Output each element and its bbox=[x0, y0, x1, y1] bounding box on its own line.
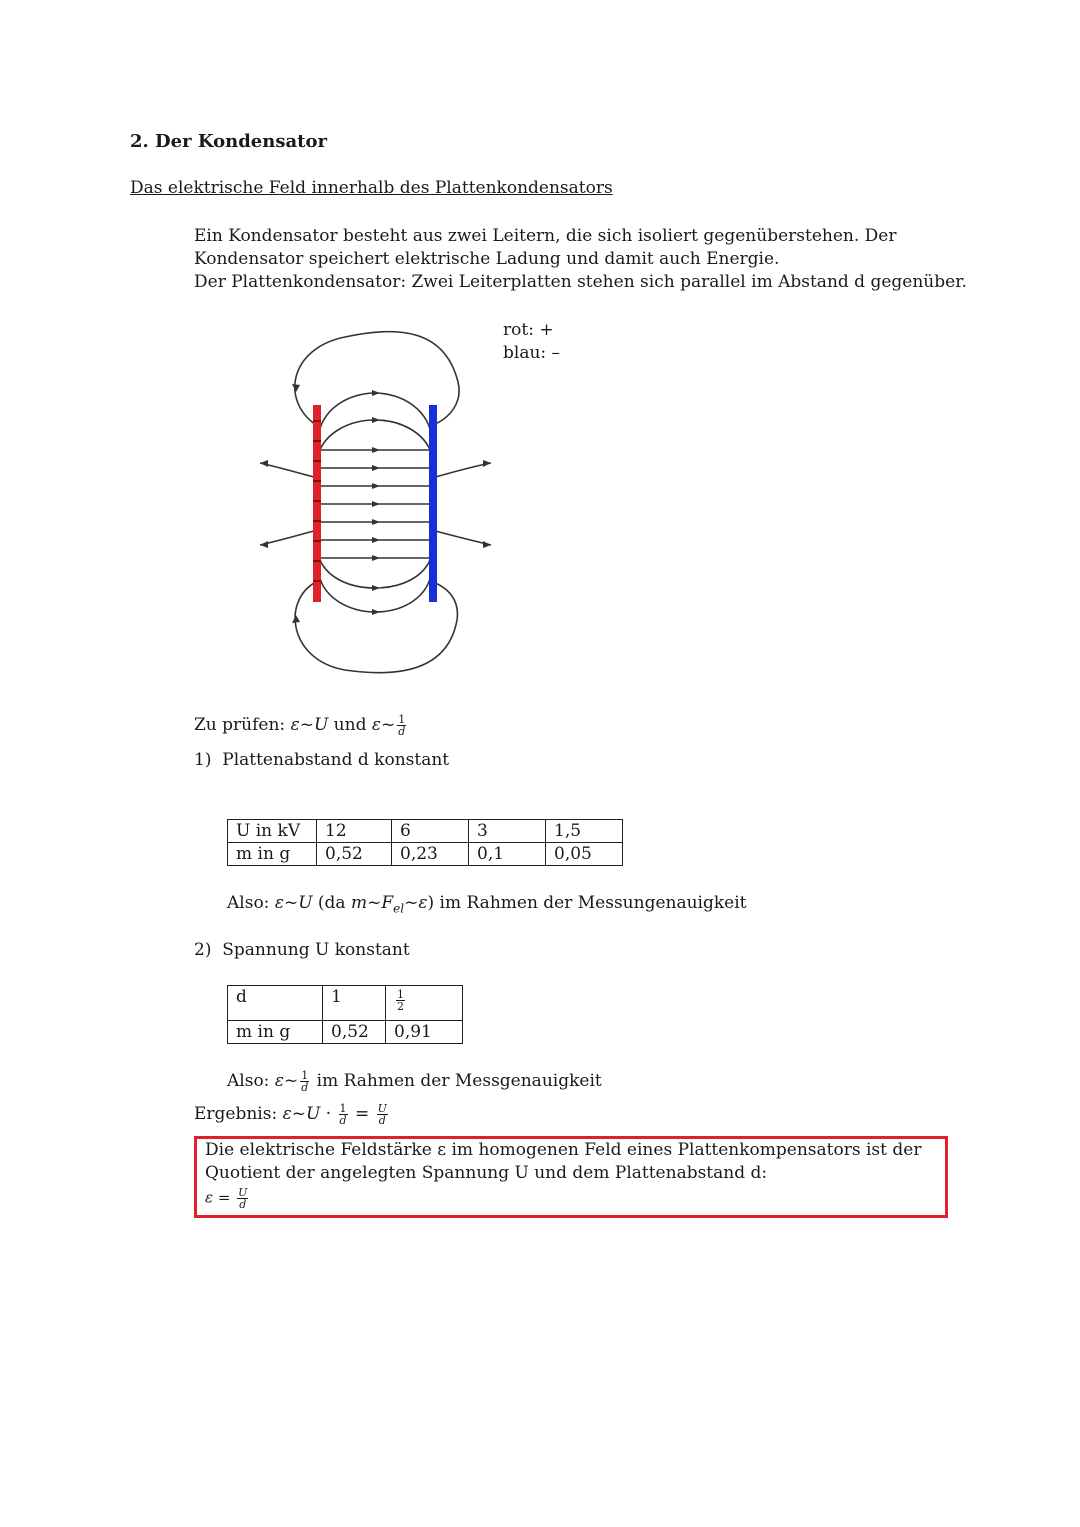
result-box-line-2: Quotient der angelegten Spannung U und dem Plattenabstand d: bbox=[205, 1163, 768, 1183]
positive-plate bbox=[313, 405, 321, 602]
fraction-u-over-d: $\frac{U}{d}$ bbox=[377, 1102, 387, 1127]
measurement-table-1 bbox=[227, 819, 623, 866]
fraction-u-over-d: $\frac{U}{d}$ bbox=[238, 1186, 248, 1211]
table-cell: 0,05 bbox=[546, 843, 623, 866]
field-line-fringe-left-top bbox=[260, 463, 318, 478]
table-cell: 1,5 bbox=[546, 820, 623, 843]
voltage-symbol: U bbox=[305, 1104, 321, 1124]
capacitor-field-diagram bbox=[250, 325, 510, 685]
table-row bbox=[228, 1021, 463, 1044]
field-line-inner-bottom-2 bbox=[318, 568, 432, 612]
table-cell: 0,52 bbox=[323, 1021, 386, 1044]
eps-symbol: ε bbox=[418, 893, 428, 913]
table-cell: m in g bbox=[228, 843, 317, 866]
fraction-one-half: $\frac{1}{2}$ bbox=[397, 988, 404, 1013]
dot-operator: · bbox=[320, 1104, 337, 1124]
result-label: Ergebnis: bbox=[194, 1104, 283, 1124]
table-cell: 3 bbox=[469, 820, 546, 843]
table-cell: U in kV bbox=[228, 820, 317, 843]
force-symbol: F bbox=[381, 893, 394, 913]
table-row bbox=[228, 820, 623, 843]
measurement-table-2 bbox=[227, 985, 463, 1044]
field-line-fringe-right-top bbox=[432, 463, 491, 478]
legend-red: rot: + bbox=[503, 320, 554, 340]
sim-symbol-2: ~ bbox=[380, 715, 396, 735]
also-prefix: Also: bbox=[227, 1071, 275, 1091]
and-word: und bbox=[328, 715, 372, 735]
eps-symbol: ε bbox=[290, 715, 300, 735]
table-row bbox=[228, 986, 463, 1021]
table-cell: m in g bbox=[228, 1021, 323, 1044]
legend-blue: blau: – bbox=[503, 343, 561, 363]
table-cell: d bbox=[228, 986, 323, 1021]
table-row bbox=[228, 843, 623, 866]
eps-symbol: ε bbox=[274, 1071, 284, 1091]
table-cell: 1 bbox=[323, 986, 386, 1021]
conclusion-1 bbox=[227, 893, 747, 915]
voltage-symbol: U bbox=[313, 715, 329, 735]
field-line-fringe-right-bottom bbox=[432, 530, 491, 545]
conclusion-2 bbox=[227, 1070, 602, 1093]
legend bbox=[503, 319, 560, 365]
sim-symbol: ~ bbox=[283, 1071, 299, 1091]
subtitle: Das elektrische Feld innerhalb des Plattenkondensators bbox=[130, 178, 613, 198]
result-line bbox=[194, 1103, 390, 1126]
sim-symbol: ~ bbox=[291, 1104, 306, 1124]
sim-symbol: ~ bbox=[367, 893, 382, 913]
field-line-inner-bottom-1 bbox=[318, 555, 432, 588]
also-suffix: im Rahmen der Messungenauigkeit bbox=[434, 893, 747, 913]
step-1-label: 1) Plattenabstand d konstant bbox=[194, 750, 450, 770]
formula-lhs: ε = bbox=[205, 1188, 236, 1207]
fraction-one-over-d: $\frac{1}{d}$ bbox=[398, 713, 406, 738]
also-suffix: im Rahmen der Messgenauigkeit bbox=[311, 1071, 602, 1091]
sim-symbol: ~ bbox=[404, 893, 419, 913]
table-cell: 0,1 bbox=[469, 843, 546, 866]
because-word: (da bbox=[312, 893, 351, 913]
negative-plate bbox=[429, 405, 437, 602]
field-line-fringe-left-bottom bbox=[260, 530, 318, 545]
result-box-formula bbox=[205, 1187, 250, 1210]
table-cell: 0,91 bbox=[386, 1021, 463, 1044]
result-box-line-1: Die elektrische Feldstärke ε im homogenen Feld eines Plattenkompensators ist der bbox=[205, 1140, 922, 1160]
eps-symbol: ε bbox=[282, 1104, 292, 1124]
field-line-inner-top-1 bbox=[318, 393, 432, 440]
intro-line-1: Ein Kondensator besteht aus zwei Leitern, die sich isoliert gegenüberstehen. Der bbox=[194, 226, 897, 246]
intro-line-3: Der Plattenkondensator: Zwei Leiterplatten stehen sich parallel im Abstand d gegenüber. bbox=[194, 272, 967, 292]
check-prefix: Zu prüfen: bbox=[194, 715, 291, 735]
eps-symbol: ε bbox=[274, 893, 284, 913]
section-title: 2. Der Kondensator bbox=[130, 131, 327, 152]
table-cell: 6 bbox=[392, 820, 469, 843]
also-prefix: Also: bbox=[227, 893, 275, 913]
eps-symbol-2: ε bbox=[371, 715, 381, 735]
fraction-one-over-d: $\frac{1}{d}$ bbox=[301, 1069, 309, 1094]
table-cell: 0,52 bbox=[317, 843, 392, 866]
table-cell: 12 bbox=[317, 820, 392, 843]
table-cell bbox=[386, 986, 463, 1021]
close-paren: ) bbox=[427, 893, 435, 913]
step-2-label: 2) Spannung U konstant bbox=[194, 940, 410, 960]
sim-symbol: ~ bbox=[299, 715, 314, 735]
sim-symbol: ~ bbox=[283, 893, 299, 913]
voltage-symbol: U bbox=[298, 893, 313, 913]
force-subscript: el bbox=[393, 901, 405, 916]
fraction-one-over-d: $\frac{1}{d}$ bbox=[339, 1102, 347, 1127]
table-cell: 0,23 bbox=[392, 843, 469, 866]
intro-line-2: Kondensator speichert elektrische Ladung und damit auch Energie. bbox=[194, 249, 780, 269]
mass-symbol: m bbox=[350, 893, 368, 913]
check-statement bbox=[194, 714, 408, 737]
equals-sign: = bbox=[349, 1104, 375, 1124]
